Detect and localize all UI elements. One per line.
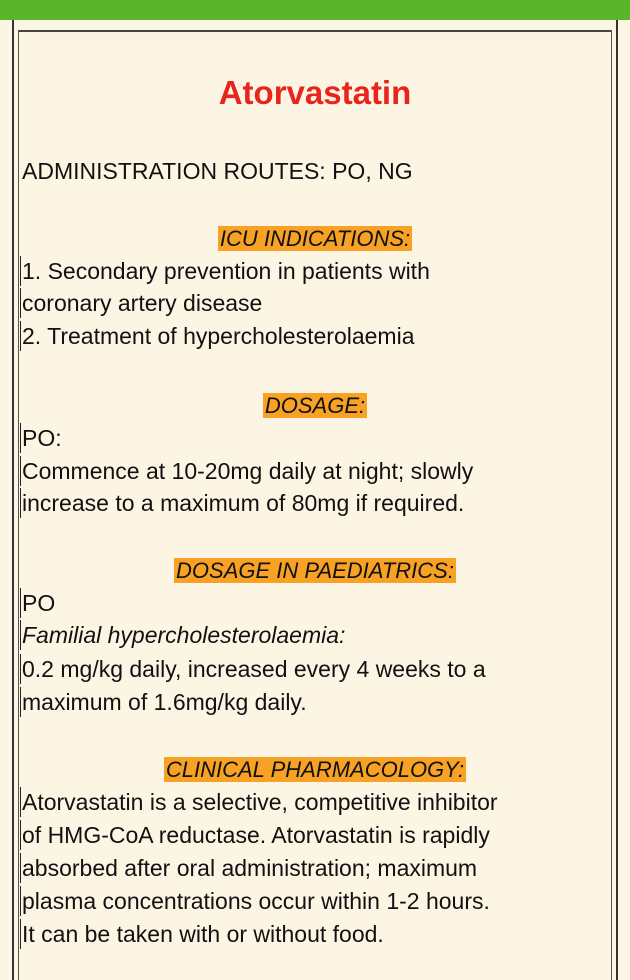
pharmacology-line-1: Atorvastatin is a selective, competitive inhibitor: [22, 789, 498, 815]
paediatrics-heading: [0, 557, 630, 585]
pharmacology-line-3: absorbed after oral administration; maximum: [22, 855, 478, 881]
paediatrics-line-3: 0.2 mg/kg daily, increased every 4 weeks to a: [22, 656, 486, 682]
dosage-heading: [0, 392, 630, 420]
icu-indications-heading: [0, 225, 630, 253]
dosage-line-3: increase to a maximum of 80mg if required.: [22, 490, 465, 516]
icu-line-2: coronary artery disease: [22, 290, 263, 316]
dosage-heading-text: DOSAGE:: [264, 393, 366, 418]
paediatrics-line-4: maximum of 1.6mg/kg daily.: [22, 689, 307, 715]
pharmacology-line-2: of HMG-CoA reductase. Atorvastatin is rapidly: [22, 822, 490, 848]
icu-line-3: 2. Treatment of hypercholesterolaemia: [22, 323, 415, 349]
card-inner-border-right: [611, 30, 612, 980]
paediatrics-line-2: Familial hypercholesterolaemia:: [22, 622, 346, 648]
icu-line-1: 1. Secondary prevention in patients with: [22, 258, 430, 284]
administration-routes: ADMINISTRATION ROUTES: PO, NG: [22, 158, 413, 184]
pharmacology-heading-text: CLINICAL PHARMACOLOGY:: [165, 757, 465, 782]
top-bar: [0, 0, 630, 20]
paediatrics-line-1: PO: [22, 590, 56, 616]
dosage-line-1: PO:: [22, 425, 62, 451]
dosage-line-2: Commence at 10-20mg daily at night; slowly: [22, 458, 474, 484]
icu-indications-heading-text: ICU INDICATIONS:: [219, 226, 411, 251]
pharmacology-line-5: It can be taken with or without food.: [22, 921, 384, 947]
paediatrics-heading-text: DOSAGE IN PAEDIATRICS:: [176, 558, 454, 583]
drug-title: Atorvastatin: [218, 74, 412, 111]
pharmacology-line-4: plasma concentrations occur within 1-2 hours.: [22, 888, 490, 914]
card-inner-border-left: [18, 30, 19, 980]
pharmacology-heading: [0, 756, 630, 784]
